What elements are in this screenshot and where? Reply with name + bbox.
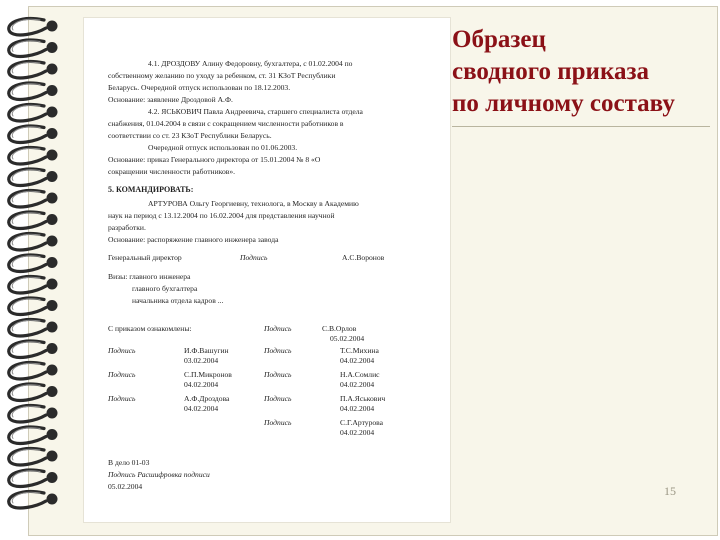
slide-title [452, 24, 714, 120]
signature-label: Подпись [264, 346, 292, 355]
doc-section-heading: 5. КОМАНДИРОВАТЬ: [108, 185, 194, 194]
binding-ring [9, 62, 58, 78]
director-name: А.С.Воронов [342, 253, 385, 262]
signer-name: И.Ф.Вашугин [184, 346, 229, 355]
binding-ring [9, 148, 58, 164]
signature-label: Подпись [108, 394, 136, 403]
binding-ring [9, 169, 58, 185]
signer-date: 04.02.2004 [340, 356, 375, 365]
slide-title-line: Образец [452, 26, 546, 53]
binding-ring [9, 341, 58, 357]
signature-label: Подпись [108, 370, 136, 379]
doc-line: В дело 01-03 [108, 458, 150, 467]
signer-date: 04.02.2004 [340, 404, 375, 413]
spiral-binding [0, 0, 78, 540]
signer-date: 04.02.2004 [184, 380, 219, 389]
doc-line: наук на период с 13.12.2004 по 16.02.2004 для представления научной [108, 211, 335, 220]
signer-name: С.В.Орлов [322, 324, 357, 333]
title-divider [452, 126, 710, 127]
document-scan [84, 18, 450, 522]
binding-ring [9, 492, 58, 508]
binding-ring [9, 427, 58, 443]
signer-date: 05.02.2004 [330, 334, 365, 343]
binding-ring [9, 363, 58, 379]
doc-line: Основание: распоряжение главного инженера завода [108, 235, 279, 244]
binding-ring [9, 406, 58, 422]
signer-name: А.Ф.Дроздова [184, 394, 230, 403]
signer-date: 04.02.2004 [184, 404, 219, 413]
signature-label: Подпись [264, 324, 292, 333]
page-number: 15 [664, 484, 676, 498]
binding-ring [9, 19, 58, 35]
binding-ring [9, 298, 58, 314]
binding-ring [9, 212, 58, 228]
doc-line: соответствии со ст. 23 КЗоТ Республики Беларусь. [108, 131, 272, 140]
acquainted-label: С приказом ознакомлены: [108, 324, 192, 333]
doc-line: АРТУРОВА Ольгу Георгиевну, технолога, в Москву в Академию [148, 199, 359, 208]
signer-date: 04.02.2004 [340, 428, 375, 437]
binding-ring [9, 40, 58, 56]
doc-line: Основание: приказ Генерального директора от 15.01.2004 № 8 «О [108, 155, 321, 164]
doc-line: Очередной отпуск использован по 01.06.2003. [148, 143, 298, 152]
signer-date: 04.02.2004 [340, 380, 375, 389]
signer-name: Т.С.Михина [340, 346, 379, 355]
binding-ring [9, 105, 58, 121]
doc-line: Беларусь. Очередной отпуск использован по 18.12.2003. [108, 83, 291, 92]
doc-line: 4.1. ДРОЗДОВУ Алину Федоровну, бухгалтера, с 01.02.2004 по [148, 59, 353, 68]
binding-ring [9, 449, 58, 465]
binding-ring [9, 83, 58, 99]
signature-label: Подпись [108, 346, 136, 355]
binding-ring [9, 277, 58, 293]
signer-name: С.П.Микронов [184, 370, 232, 379]
director-label: Генеральный директор [108, 253, 182, 262]
doc-line: 4.2. ЯСЬКОВИЧ Павла Андреевича, старшего специалиста отдела [148, 107, 363, 116]
binding-ring [9, 384, 58, 400]
binding-ring [9, 234, 58, 250]
signer-name: С.Г.Артурова [340, 418, 384, 427]
binding-ring [9, 320, 58, 336]
signature-label: Подпись [264, 394, 292, 403]
doc-line: Подпись Расшифровка подписи [108, 470, 210, 479]
doc-line: главного бухгалтера [132, 284, 198, 293]
slide-title-line: сводного приказа [452, 58, 650, 85]
doc-line: 05.02.2004 [108, 482, 143, 491]
doc-line: разработки. [108, 223, 146, 232]
signer-name: П.А.Яськович [340, 394, 386, 403]
binding-ring [9, 126, 58, 142]
signer-date: 03.02.2004 [184, 356, 219, 365]
doc-line: Основание: заявление Дроздовой А.Ф. [108, 95, 233, 104]
doc-line: собственному желанию по уходу за ребенком, ст. 31 КЗоТ Республики [108, 71, 336, 80]
binding-ring [9, 470, 58, 486]
doc-line: сокращении численности работников». [108, 167, 236, 176]
doc-line: начальника отдела кадров ... [132, 296, 224, 305]
doc-line: Визы: главного инженера [108, 272, 191, 281]
signature-label: Подпись [264, 418, 292, 427]
doc-line: снабжения, 01.04.2004 в связи с сокращением численности работников в [108, 119, 344, 128]
slide-title-line: по личному составу [452, 90, 675, 117]
signature-label: Подпись [240, 253, 268, 262]
binding-ring [9, 191, 58, 207]
binding-ring [9, 255, 58, 271]
signature-label: Подпись [264, 370, 292, 379]
signer-name: Н.А.Сомлис [340, 370, 380, 379]
